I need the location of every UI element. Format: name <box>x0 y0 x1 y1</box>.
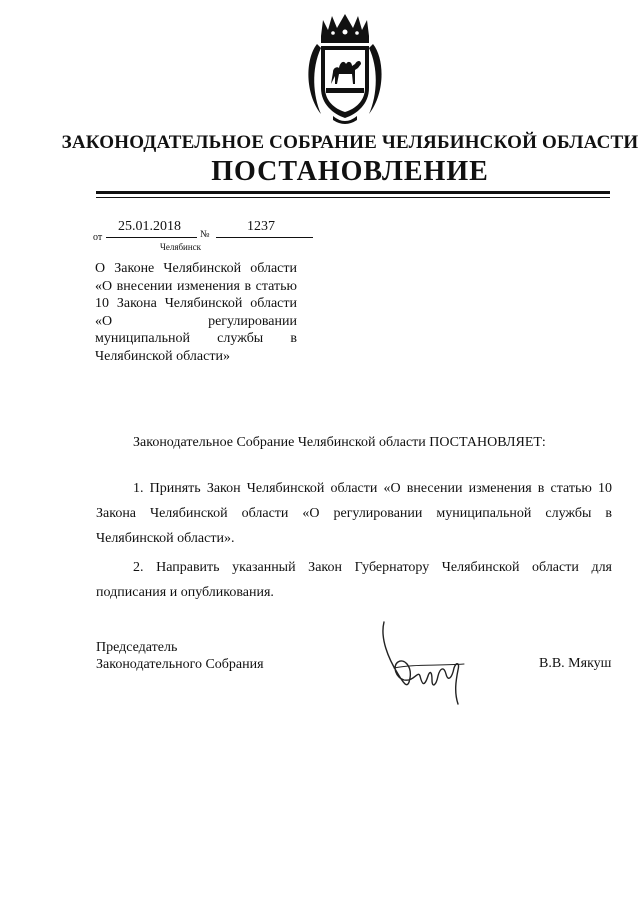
coat-of-arms-icon <box>299 14 391 126</box>
preamble: Законодательное Собрание Челябинской области ПОСТАНОВЛЯЕТ: <box>133 435 546 450</box>
header-divider-thin <box>96 197 610 198</box>
resolution-item: 1. Принять Закон Челябинской области «О внесении изменения в статью 10 Закона Челябинской области «О регулировании муниципальной службы в Челябинской области». <box>96 481 612 546</box>
signer-position-line: Председатель <box>96 640 178 655</box>
date-prefix-label: от <box>93 232 103 243</box>
resolution-items <box>96 476 612 605</box>
document-date: 25.01.2018 <box>118 219 181 234</box>
date-underline <box>106 237 197 238</box>
number-prefix-label: № <box>200 229 210 240</box>
signer-position <box>96 639 264 673</box>
header-divider-thick <box>96 191 610 194</box>
document-number: 1237 <box>247 219 275 234</box>
organization-title: ЗАКОНОДАТЕЛЬНОЕ СОБРАНИЕ ЧЕЛЯБИНСКОЙ ОБЛАСТИ <box>61 132 639 153</box>
handwritten-signature <box>374 618 484 708</box>
signer-name: В.В. Мякуш <box>539 656 612 671</box>
signer-position-line: Законодательного Собрания <box>96 657 264 672</box>
number-underline <box>216 237 313 238</box>
document-subject: О Законе Челябинской области «О внесении изменения в статью 10 Закона Челябинской области «О регулировании муниципальной службы в Челябинской области» <box>95 261 297 364</box>
resolution-item: 2. Направить указанный Закон Губернатору Челябинской области для подписания и опубликования. <box>96 560 612 600</box>
document-type-title: ПОСТАНОВЛЕНИЕ <box>211 156 489 187</box>
city-label: Челябинск <box>160 242 202 252</box>
